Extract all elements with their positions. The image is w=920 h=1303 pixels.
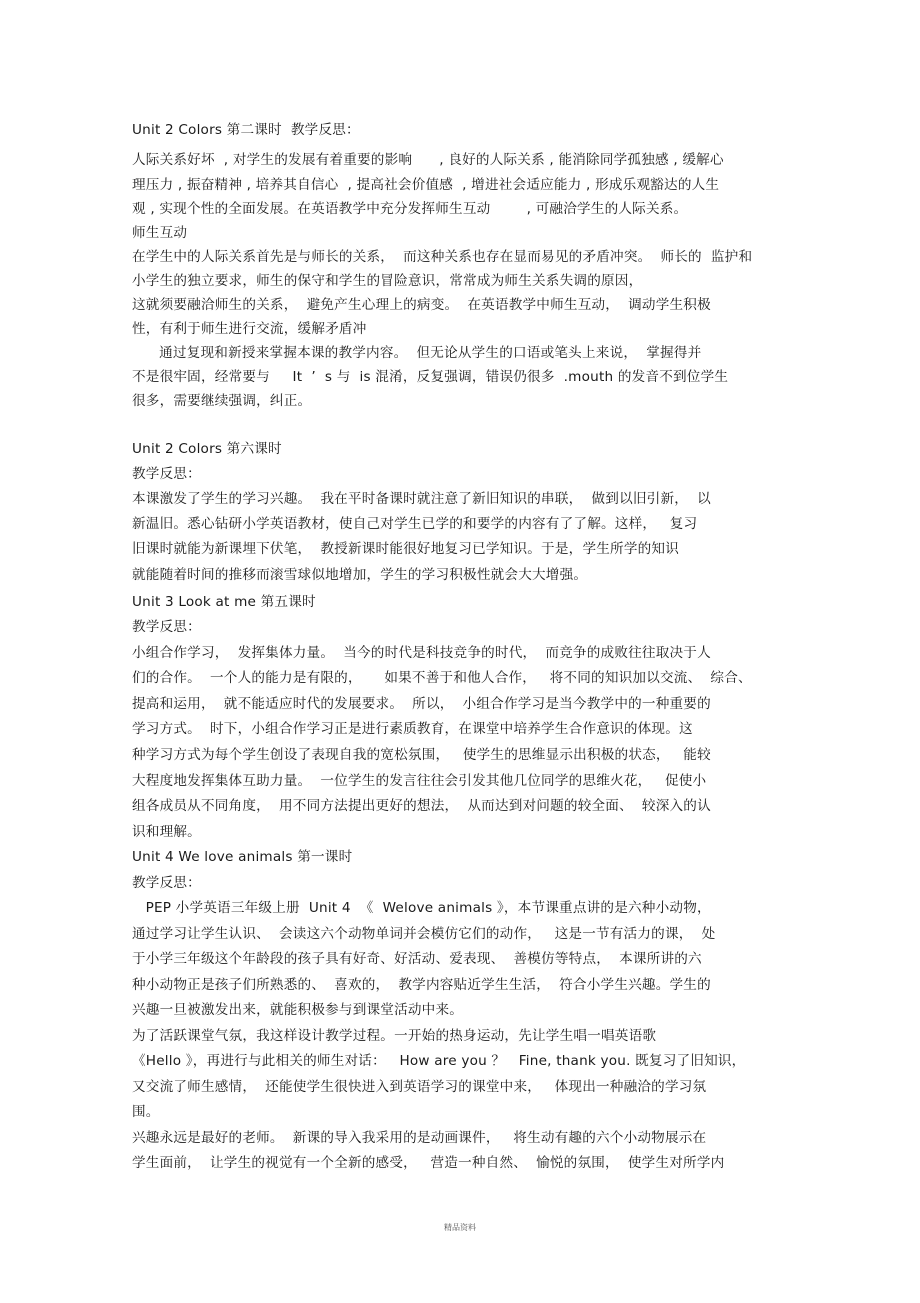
paragraph-line: 围。: [132, 1104, 160, 1120]
heading-unit4-lesson1: Unit 4 We love animals 第一课时: [132, 849, 353, 865]
heading-unit3-lesson5: Unit 3 Look at me 第五课时: [132, 594, 316, 610]
paragraph-line: 本课激发了学生的学习兴趣。 我在平时备课时就注意了新旧知识的串联， 做到以旧引新， 以: [132, 491, 711, 507]
paragraph-line: 通过复现和新授来掌握本课的教学内容。 但无论从学生的口语或笔头上来说， 掌握得并: [132, 345, 702, 361]
paragraph-line: 提高和运用， 就不能适应时代的发展要求。 所以， 小组合作学习是当今教学中的一种重要的: [132, 696, 711, 712]
paragraph-line: 小组合作学习， 发挥集体力量。 当今的时代是科技竞争的时代， 而竞争的成败往往取决于人: [132, 645, 711, 661]
paragraph-line: 大程度地发挥集体互助力量。 一位学生的发言往往会引发其他几位同学的思维火花， 促使小: [132, 773, 707, 789]
heading-unit2-lesson6: Unit 2 Colors 第六课时: [132, 441, 282, 457]
paragraph-line: 性，有利于师生进行交流，缓解矛盾冲: [132, 321, 367, 337]
subheading-reflection: 教学反思：: [132, 466, 201, 482]
paragraph-line: 于小学三年级这个年龄段的孩子具有好奇、好活动、爱表现、 善模仿等特点， 本课所讲的六: [132, 951, 702, 967]
paragraph-line: 就能随着时间的推移而滚雪球似地增加，学生的学习积极性就会大大增强。: [132, 567, 588, 583]
paragraph-line: 学习方式。 时下，小组合作学习正是进行素质教育，在课堂中培养学生合作意识的体现。这: [132, 721, 693, 737]
paragraph-line: 学生面前， 让学生的视觉有一个全新的感受， 营造一种自然、 愉悦的氛围， 使学生对所学内: [132, 1155, 725, 1171]
paragraph-line: 旧课时就能为新课埋下伏笔， 教授新课时能很好地复习已学知识。于是，学生所学的知识: [132, 541, 679, 557]
paragraph-line: 通过学习让学生认识、 会读这六个动物单词并会模仿它们的动作， 这是一节有活力的课， 处: [132, 926, 716, 942]
subheading-reflection: 教学反思：: [132, 619, 201, 635]
paragraph-line: 理压力 , 振奋精神 , 培养其自信心 , 提高社会价值感 , 增进社会适应能力 , 形成乐观豁达的人生: [132, 177, 720, 193]
paragraph-line: 识和理解。: [132, 824, 201, 840]
paragraph-line: 在学生中的人际关系首先是与师长的关系， 而这种关系也存在显而易见的矛盾冲突。 师长的 监护和: [132, 249, 753, 265]
paragraph-line: PEP 小学英语三年级上册 Unit 4 《 Welove animals 》，本节课重点讲的是六种小动物，: [132, 900, 711, 916]
paragraph-line: 组各成员从不同角度， 用不同方法提出更好的想法， 从而达到对问题的较全面、 较深入的认: [132, 798, 711, 814]
paragraph-line: 种学习方式为每个学生创设了表现自我的宽松氛围， 使学生的思维显示出积极的状态， 能较: [132, 747, 711, 763]
paragraph-line: 兴趣一旦被激发出来，就能积极参与到课堂活动中来。: [132, 1002, 464, 1018]
heading-unit2-lesson2: Unit 2 Colors 第二课时 教学反思：: [132, 122, 360, 138]
paragraph-line: 小学生的独立要求，师生的保守和学生的冒险意识，常常成为师生关系失调的原因，: [132, 273, 643, 289]
page-footer: 精品资料: [444, 1223, 476, 1232]
paragraph-line: 种小动物正是孩子们所熟悉的、 喜欢的， 教学内容贴近学生生活， 符合小学生兴趣。学生的: [132, 977, 711, 993]
subheading-reflection: 教学反思：: [132, 875, 201, 891]
paragraph-line: 又交流了师生感情， 还能使学生很快进入到英语学习的课堂中来， 体现出一种融洽的学习氛: [132, 1079, 707, 1095]
paragraph-line: 很多，需要继续强调，纠正。: [132, 393, 312, 409]
paragraph-line: 新温旧。悉心钻研小学英语教材，使自己对学生已学的和要学的内容有了了解。这样， 复习: [132, 516, 698, 532]
paragraph-line: 观 , 实现个性的全面发展。在英语教学中充分发挥师生互动 , 可融洽学生的人际关系。: [132, 201, 688, 217]
paragraph-line: 为了活跃课堂气氛，我这样设计教学过程。一开始的热身运动，先让学生唱一唱英语歌: [132, 1028, 657, 1044]
paragraph-line: 兴趣永远是最好的老师。 新课的导入我采用的是动画课件， 将生动有趣的六个小动物展示在: [132, 1130, 707, 1146]
paragraph-line: 《Hello 》，再进行与此相关的师生对话： How are you ？ Fine, thank you. 既复习了旧知识，: [132, 1053, 746, 1069]
paragraph-line: 这就须要融洽师生的关系， 避免产生心理上的病变。 在英语教学中师生互动， 调动学生积极: [132, 297, 711, 313]
paragraph-line: 不是很牢固，经常要与 It ’ s 与 is 混淆，反复强调，错误仍很多 .mouth 的发音不到位学生: [132, 369, 729, 385]
paragraph-line: 人际关系好坏 , 对学生的发展有着重要的影响 , 良好的人际关系 , 能消除同学孤独感 , 缓解心: [132, 152, 724, 168]
paragraph-line: 们的合作。 一个人的能力是有限的， 如果不善于和他人合作， 将不同的知识加以交流、 综合、: [132, 670, 752, 686]
section-label-teacher-student: 师生互动: [132, 225, 188, 241]
